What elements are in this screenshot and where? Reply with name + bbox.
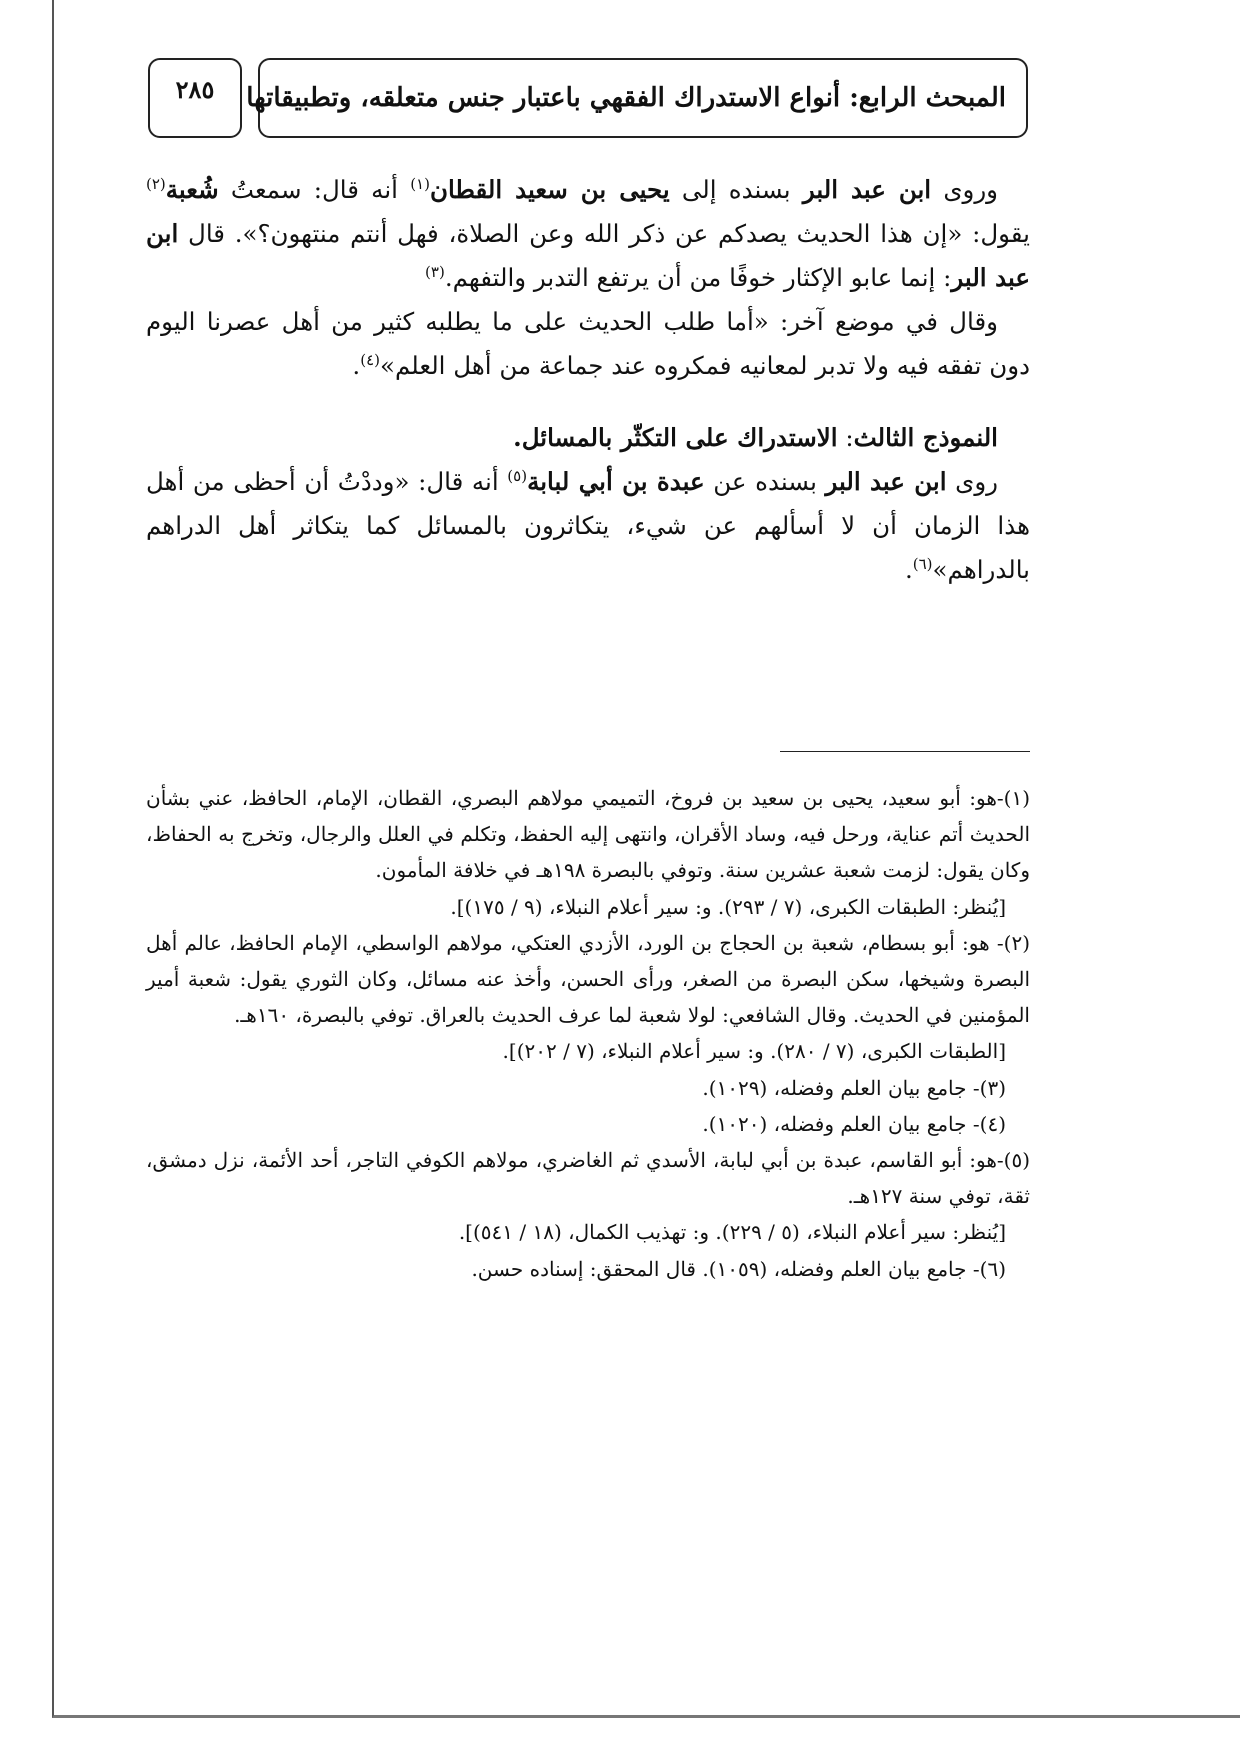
section-heading [146,416,1030,460]
text-run: بسنده إلى [669,175,803,204]
page-header [148,58,1028,140]
footnote-1: (١)-هو: أبو سعيد، يحيى بن سعيد بن فروخ، التميمي مولاهم البصري، القطان، الإمام، الحافظ، عني بشأن الحديث أتم عناية، ورحل فيه، وساد الأقران، وانتهى إليه الحفظ، وتكلم في العلل والرجال، وتخرج به الحفاظ، وكان يقول: لزمت شعبة عشرين سنة. وتوفي بالبصرة ١٩٨هـ في خلافة المأمون. [146,786,1030,883]
footnote-marker[interactable]: (٥) [507,466,528,485]
text-run: أنه قال: «وددْتُ أن أحظى من أهل هذا الزمان أن لا أسألهم عن شيء، يتكاثرون بالمسائل كما يتكاثر أهل الدراهم بالدراهم» [146,467,1030,584]
name-ibn-abd-al-barr: ابن عبد البر [825,467,947,496]
footnote-1-reference: [يُنظر: الطبقات الكبرى، (٧ / ٢٩٣). و: سير أعلام النبلاء، (٩ / ١٧٥)]. [450,894,1006,919]
text-run: وروى [931,175,999,204]
text-run: . [352,351,361,380]
name-ibn-abd-al-barr: ابن عبد البر [146,219,1030,292]
text-run: أنه قال: سمعتُ [218,175,411,204]
chapter-title: المبحث الرابع: أنواع الاستدراك الفقهي باعتبار جنس متعلقه، وتطبيقاتها [258,58,1028,138]
footnote-separator [780,751,1030,752]
footnotes [146,780,1030,1287]
name-shuba: شُعبة [165,175,219,204]
text-run: بسنده عن [704,467,826,496]
name-yahya-al-qattan: يحيى بن سعيد القطان [429,175,670,204]
paragraph [146,168,1030,300]
text-run: : إنما عابو الإكثار خوفًا من أن يرتفع التدبر والتفهم. [444,263,952,292]
heading-text: الاستدراك على التكثّر بالمسائل. [513,423,838,452]
footnote-3: (٣)- جامع بيان العلم وفضله، (١٠٢٩). [702,1075,1006,1100]
footnote-marker[interactable]: (٢) [146,174,166,193]
footnote-marker[interactable]: (٦) [912,554,933,573]
heading-label: النموذج الثالث [853,423,998,452]
footnote-marker[interactable]: (٣) [425,262,445,281]
footnote-5: (٥)-هو: أبو القاسم، عبدة بن أبي لبابة، الأسدي ثم الغاضري، مولاهم الكوفي التاجر، أحد الأئمة، نزل دمشق، ثقة، توفي سنة ١٢٧هـ. [146,1148,1030,1209]
name-ibn-abd-al-barr: ابن عبد البر [802,175,932,204]
text-run: وقال في موضع آخر: «أما طلب الحديث على ما يطلبه كثير من أهل عصرنا اليوم دون تفقه فيه ولا تدبر لمعانيه فمكروه عند جماعة من أهل العلم» [146,307,1030,380]
footnote-2: (٢)- هو: أبو بسطام، شعبة بن الحجاج بن الورد، الأزدي العتكي، مولاهم الواسطي، الإمام الحافظ، عالم أهل البصرة وشيخها، سكن البصرة من الصغر، ورأى الحسن، وأخذ عنه مسائل، وكان الثوري يقول: شعبة أمير المؤمنين في الحديث. وقال الشافعي: لولا شعبة لما عرف الحديث بالعراق. توفي بالبصرة، ١٦٠هـ. [146,930,1030,1028]
page-number: ٢٨٥ [148,58,242,138]
name-abda-ibn-abi-lubaba: عبدة بن أبي لبابة [527,467,705,496]
paragraph [146,460,1030,592]
footnote-marker[interactable]: (٤) [360,350,380,369]
text-run: يقول: «إن هذا الحديث يصدكم عن ذكر الله وعن الصلاة، فهل أنتم منتهون؟». قال [178,219,1030,248]
footnote-marker[interactable]: (١) [410,174,430,193]
footnote-4: (٤)- جامع بيان العلم وفضله، (١٠٢٠). [702,1111,1006,1136]
paragraph [146,300,1030,388]
text-run: روى [946,467,999,496]
text-run: . [904,555,913,584]
main-text [146,168,1030,592]
footnote-6: (٦)- جامع بيان العلم وفضله، (١٠٥٩). قال المحقق: إسناده حسن. [471,1256,1006,1281]
heading-separator: : [837,423,854,452]
footnote-5-reference: [يُنظر: سير أعلام النبلاء، (٥ / ٢٢٩). و: تهذيب الكمال، (١٨ / ٥٤١)]. [458,1220,1006,1245]
footnote-2-reference: [الطبقات الكبرى، (٧ / ٢٨٠). و: سير أعلام النبلاء، (٧ / ٢٠٢)]. [502,1039,1006,1064]
